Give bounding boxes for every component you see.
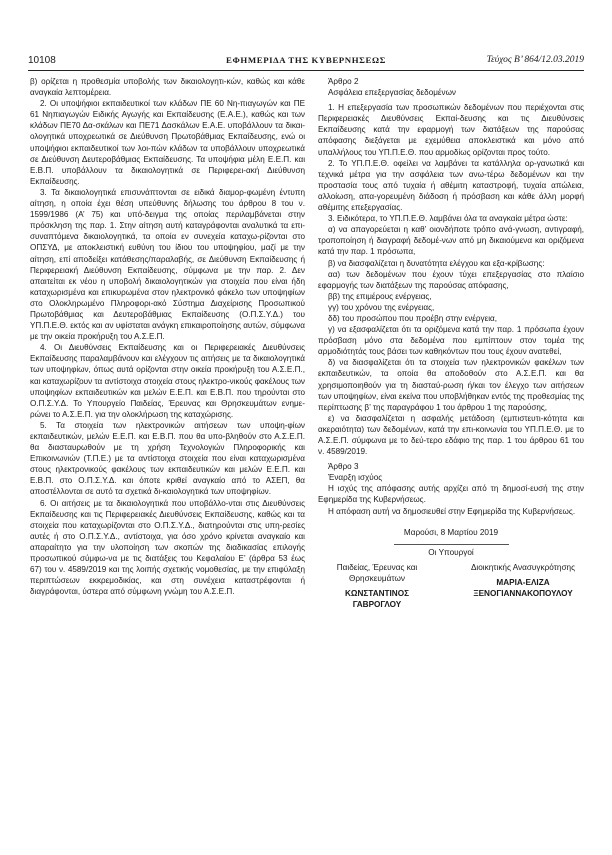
header-rule — [28, 70, 584, 71]
article-2-subitem: αα) των δεδομένων που έχουν τύχει επεξεργασίας στο πλαίσιο εφαρμογής των διατάξεων της παρούσας απόφασης, — [318, 269, 584, 290]
article-3-heading: Άρθρο 3 — [328, 462, 359, 472]
article-2-paragraph: 1. Η επεξεργασία των προσωπικών δεδομένων που περιέχονται στις Περιφερειακές Διευθύνσεις Εκπαί-δευσης και τις Διευθύνσεις Εκπαίδευσης κατά την εφαρμογή των διατάξεων της παρούσας απόφασης διεξάγεται με εχεμύθεια αποκλειστικά και μόνο από υπαλλήλους του ΥΠ.Π.Ε.Θ. που αρμοδίως ορίζονται προς τούτο. — [318, 103, 584, 157]
left-paragraph: 2. Οι υποψήφιοι εκπαιδευτικοί των κλάδων ΠΕ 60 Νη-πιαγωγών και ΠΕ 61 Νηπιαγωγών Ειδικής Αγωγής και Εκπαίδευσης (Ε.Α.Ε.), καθώς και των κλάδων ΠΕ70 Δα-σκάλων και ΠΕ71 Δασκάλων Ε.Α.Ε. υποβάλλουν τα δικαι-ολογητικά υποχρεωτικά σε Διεύθυνση Πρωτοβάθμιας Εκπαίδευσης, ενώ οι υποψήφιοι εκπαιδευτικοί των λοι-πών κλάδων τα υποβάλλουν υποχρεωτικά σε Διεύθυνση Δευτεροβάθμιας Εκπαίδευσης. Τα υποψήφια μέλη Ε.Ε.Π. και Ε.Β.Π. υποβάλλουν τα δικαιολογητικά σε Περιφερει-ακή Διεύθυνση Εκπαίδευσης. — [30, 99, 305, 186]
article-2-subitem: ββ) της επιμέρους ενέργειας, — [328, 291, 432, 301]
article-2-subitem: δδ) του προσώπου που προέβη στην ενέργεια, — [328, 313, 497, 323]
article-2-paragraph: 2. Το ΥΠ.Π.Ε.Θ. οφείλει να λαμβάνει τα κατάλληλα ορ-γανωτικά και τεχνικά μέτρα για την ασφάλεια των ανω-τέρω δεδομένων και την προστασία τους από τυχαία ή αθέμιτη καταστροφή, τυχαία απώλεια, αλλοίωση, απα-γορευμένη διάδοση ή πρόσβαση και κάθε άλλη μορφή αθέμιτης επεξεργασίας. — [318, 158, 584, 213]
article-3-paragraph: Η ισχύς της απόφασης αυτής αρχίζει από τη δημοσί-ευσή της στην Εφημερίδα της Κυβερνήσεως. — [318, 484, 584, 505]
article-2-item: β) να διασφαλίζεται η δυνατότητα ελέγχου και εξα-κρίβωσης: — [328, 258, 545, 268]
left-paragraph: 5. Τα στοιχεία των ηλεκτρονικών αιτήσεων των υποψη-φίων εκπαιδευτικών, μελών Ε.Ε.Π. και Ε.Β.Π. που θα υπο-βληθούν στο Α.Σ.Ε.Π. θα διασταυρωθούν με τη χρήση Τεχνολογιών Πληροφορικής και Επικοινωνιών (Τ.Π.Ε.) με τα αντίστοιχα στοιχεία που είναι καταχωρισμένα στους ηλεκτρονικούς φακέλους των εκπαιδευτικών και μελών Ε.Ε.Π. και Ε.Β.Π. στο Ο.Π.Σ.Υ.Δ. και όποτε κριθεί αναγκαίο από το ΑΣΕΠ, θα αποστέλλονται σε αυτό τα σχετικά δι-καιολογητικά των υποψηφίων. — [30, 420, 305, 497]
left-column — [30, 76, 305, 597]
issue-number: Τεύχος Β’ 864/12.03.2019 — [486, 55, 584, 65]
page-number: 10108 — [28, 55, 56, 66]
ministers-rule — [394, 544, 509, 545]
signatory-left — [322, 562, 432, 610]
left-paragraph: 6. Οι αιτήσεις με τα δικαιολογητικά που υποβάλλο-νται στις Διευθύνσεις Εκπαίδευσης και τις Περιφερειακές Διευθύνσεις Εκπαίδευσης, καθώς και τα στοιχεία που καταχωρίζονται στο Ο.Π.Σ.Υ.Δ., διατηρούνται στις υπη-ρεσίες αυτές ή στο Ο.Π.Σ.Υ.Δ., αντίστοιχα, για όσο χρόνο κρίνεται αναγκαίο και απαραίτητο για την υλοποίηση των σκοπών της διαδικασίας επιλογής προσωπικού σύμφω-να με τις διατάξεις του Κεφαλαίου Ε’ (άρθρα 53 έως 67) του ν. 4589/2019 και της λοιπής σχετικής νομοθεσίας, με την επιφύλαξη περιπτώσεων εκκρεμοδικίας, και στη συνέχεια καταστρέφονται ή διαγράφονται, ύστερα από σύμφωνη γνώμη του Α.Σ.Ε.Π. — [30, 498, 305, 597]
article-2-item: γ) να εξασφαλίζεται ότι τα οριζόμενα κατά την παρ. 1 πρόσωπα έχουν πρόσβαση μόνο στα δεδομένα που εμπίπτουν στον τομέα της αρμοδιότητάς τους βάσει των καθηκόντων που τους έχουν ανατεθεί, — [318, 325, 584, 357]
article-2-paragraph: 3. Ειδικότερα, το ΥΠ.Π.Ε.Θ. λαμβάνει όλα τα αναγκαία μέτρα ώστε: — [328, 214, 568, 224]
gazette-title: ΕΦΗΜΕΡΙΔΑ ΤΗΣ ΚΥΒΕΡΝΗΣΕΩΣ — [226, 55, 386, 65]
signatory-left-role: Παιδείας, Έρευνας και Θρησκευμάτων — [336, 562, 418, 583]
signatory-left-name: ΚΩΝΣΤΑΝΤΙΝΟΣ ΓΑΒΡΟΓΛΟΥ — [345, 589, 409, 610]
page-header — [28, 55, 584, 69]
article-3-title: Έναρξη ισχύος — [328, 473, 383, 483]
left-paragraph: 4. Οι Διευθύνσεις Εκπαίδευσης και οι Περιφερειακές Διευθύνσεις Εκπαίδευσης παραλαμβάνουν και ελέγχουν τις αιτήσεις με τα δικαιολογητικά των υποψηφίων, όπως αυτά ορίζονται στην οικεία προκήρυξη του Α.Σ.Ε.Π., και καταχωρίζουν τα αντίστοιχα στοιχεία στους ηλεκτρο-νικούς φακέλους των υποψηφίων εκπαιδευτικών και μελών Ε.Ε.Π. και Ε.Β.Π. που τηρούνται στο Ο.Π.Σ.Υ.Δ. Το Υπουργείο Παιδείας, Έρευνας και Θρησκευμάτων ενημε-ρώνει το Α.Σ.Ε.Π. για την ολοκλήρωση της καταχώρισης. — [30, 343, 305, 419]
ministers-header: Οι Υπουργοί — [428, 547, 474, 557]
article-2-item: ε) να διασφαλίζεται η ασφαλής μετάδοση (εμπιστευτι-κότητα και ακεραιότητα) των δεδομένων, κατά την επι-κοινωνία του ΥΠ.Π.Ε.Θ. με το Α.Σ.Ε.Π. σύμφωνα με το δεύ-τερο εδάφιο της παρ. 1 του άρθρου 61 του ν. 4589/2019. — [318, 413, 584, 457]
article-3-paragraph: Η απόφαση αυτή να δημοσιευθεί στην Εφημερίδα της Κυβερνήσεως. — [328, 506, 576, 516]
left-paragraph: 3. Τα δικαιολογητικά επισυνάπτονται σε ειδικά διαμορ-φωμένη έντυπη αίτηση, η οποία έχει θέση υπεύθυνης δήλωσης του άρθρου 8 του ν. 1599/1986 (Α’ 75) και υπό-δειγμα της οποίας περιλαμβάνεται στην πρόσκληση της παρ. 1. Στην αίτηση αυτή καταγράφονται αναλυτικά τα επι-συναπτόμενα δικαιολογητικά, τα οποία εν συνεχεία καταχω-ρίζονται στο ΟΠΣΥΔ, με αποκλειστική ευθύνη του ίδιου του υποψηφίου, μαζί με την αίτηση, επί αποδείξει κατάθεσης/παραλαβής, σε Διεύθυνση Εκπαίδευσης ή Περιφερειακή Διεύθυνση Εκπαίδευσης, σύμφωνα με την παρ. 2. Δεν απαιτείται εκ νέου η υποβολή δικαιολογητικών για στοιχεία που είναι ήδη καταχωρισμένα και επικυρωμένα στον ηλεκτρονικό φάκελο των υποψηφίων στο Ολοκληρωμένο Πληροφορι-ακό Σύστημα Διαχείρισης Προσωπικού Πρωτοβάθμιας και Δευτεροβάθμιας Εκπαίδευσης (Ο.Π.Σ.Υ.Δ.) του ΥΠ.Π.Ε.Θ. εκτός και αν υφίσταται ανάγκη επικαιροποίησης αυτών, σύμφωνα με την οικεία προκήρυξη του Α.Σ.Ε.Π. — [30, 187, 305, 342]
article-2-title: Ασφάλεια επεξεργασίας δεδομένων — [328, 88, 456, 98]
left-paragraph: β) ορίζεται η προθεσμία υποβολής των δικαιολογητι-κών, καθώς και κάθε αναγκαία λεπτομέρεια. — [30, 77, 305, 98]
article-2-heading: Άρθρο 2 — [328, 77, 359, 86]
signatory-right-name: ΜΑΡΙΑ-ΕΛΙΖΑ ΞΕΝΟΓΙΑΝΝΑΚΟΠΟΥΛΟΥ — [473, 577, 573, 599]
article-2-subitem: γγ) του χρόνου της ενέργειας, — [328, 302, 435, 312]
right-column — [318, 76, 584, 610]
signatory-right-role: Διοικητικής Ανασυγκρότησης — [470, 562, 576, 572]
signature-block — [318, 527, 584, 611]
signature-date: Μαρούσι, 8 Μαρτίου 2019 — [403, 527, 499, 537]
article-2-item: α) να απαγορεύεται η καθ’ οιονδήποτε τρόπο ανά-γνωση, αντιγραφή, τροποποίηση ή διαγραφή δεδομέ-νων από μη δικαιούμενα και οριζόμενα κατά την παρ. 1 πρόσωπα, — [318, 225, 584, 257]
article-2-item: δ) να διασφαλίζεται ότι τα στοιχεία των ηλεκτρονικών φακέλων των εκπαιδευτικών, τα οποία θα αποδοθούν στο Α.Σ.Ε.Π. και θα χρησιμοποιηθούν για τη διασταύ-ρωση ή/και τον έλεγχο των αιτήσεων των υποψηφίων, είναι εκείνα που υποβλήθηκαν εντός της προθεσμίας της περίπτωσης β’ της παραγράφου 1 του άρθρου 1 της παρούσης, — [318, 358, 584, 412]
signatory-right — [468, 562, 578, 610]
